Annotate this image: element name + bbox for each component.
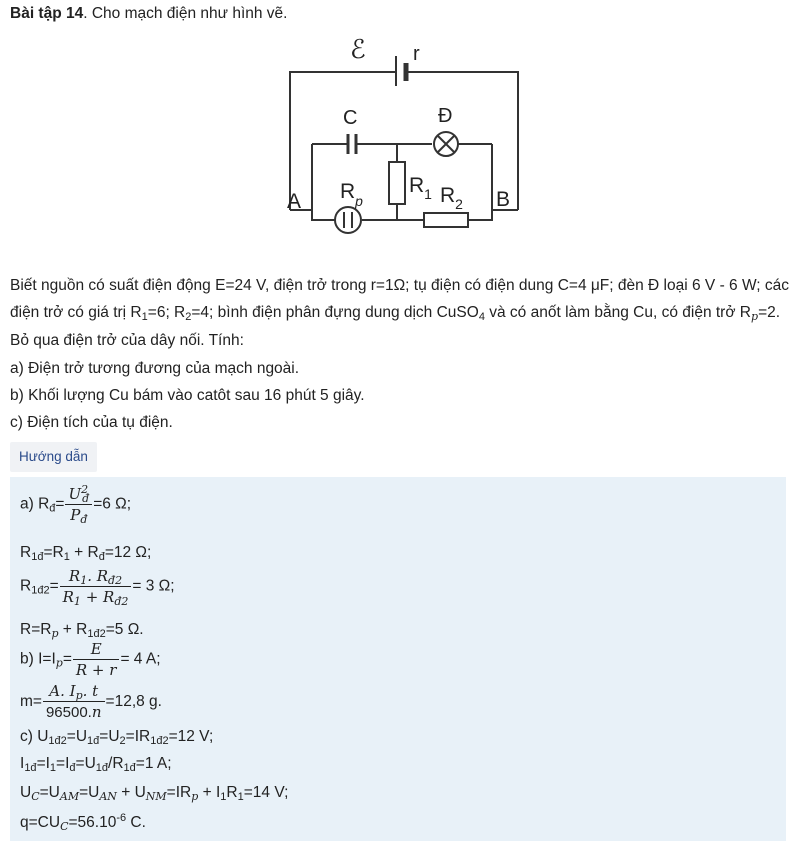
rp-label: $R_p$	[340, 180, 363, 209]
fraction-mass: $\frac{A. I_p. t}{96500.n}$	[43, 682, 105, 722]
problem-given-line-1: Biết nguồn có suất điện động E=24 V, điện trở trong r=1Ω; tụ điện có điện dung C=4 μF; đèn Đ loại 6 V - 6 W; các	[10, 277, 790, 294]
fraction-r1d2: $\frac{R_1. R_{đ2}}{R_1 + R_{đ2}}$	[60, 567, 132, 606]
solution-line-4: $R=R_p + R_{1đ2}=5$ Ω.	[20, 621, 144, 640]
solution-line-8: $I_{1đ}=I_1=I_đ=U_{1đ}/R_{1đ}=1$ A;	[20, 755, 172, 774]
solution-line-10: $q=CU_C=56.10^{-6}$ C.	[20, 812, 146, 833]
problem-intro: . Cho mạch điện như hình vẽ.	[83, 5, 288, 22]
question-c: c) Điện tích của tụ điện.	[10, 414, 173, 431]
resistor-r1	[389, 162, 405, 204]
capacitor-label: C	[343, 107, 358, 129]
solution-panel	[10, 477, 786, 841]
r2-label: $R_2$	[440, 184, 463, 212]
problem-given-line-3: Bỏ qua điện trở của dây nối. Tính:	[10, 332, 244, 349]
question-b: b) Khối lượng Cu bám vào catôt sau 16 phút 5 giây.	[10, 387, 365, 404]
circuit-diagram	[272, 30, 532, 240]
node-b-label: B	[496, 188, 511, 211]
lamp-label: Đ	[438, 105, 453, 127]
fraction-current: $\frac{E}{R + r}$	[73, 640, 120, 679]
node-a-label: A	[287, 190, 302, 213]
problem-title	[10, 4, 287, 24]
emf-label: ℰ	[350, 35, 366, 65]
problem-number: Bài tập 14	[10, 5, 84, 22]
solution-line-2: $R_{1đ}=R_1 + R_đ=12$ Ω;	[20, 544, 152, 563]
r1-label: $R_1$	[409, 174, 432, 202]
solution-line-3: $R_{1đ2}=$ $\frac{R_1. R_{đ2}}{R_1 + R_{đ2}}$ = 3 Ω;	[20, 567, 175, 608]
problem-given-line-2: điện trở có giá trị $R_1=6$; $R_2=4$; bình điện phân đựng dung dịch CuSO$_4$ và có anốt làm bằng Cu, có điện trở $R_p=2$.	[10, 304, 781, 323]
solution-line-5: b) $I=I_p=$ $\frac{E}{R + r}$ = 4 A;	[20, 640, 161, 679]
solution-line-6: m= $\frac{A. I_p. t}{96500.n}$ =12,8 g.	[20, 682, 162, 721]
internal-r-label: r	[413, 43, 420, 65]
solution-line-9: $U_C=U_{AM}=U_{AN} + U_{NM}=IR_p + I_1R_1=14$ V;	[20, 784, 289, 803]
hint-toggle-button[interactable]: Hướng dẫn	[10, 442, 97, 472]
solution-line-1: a) $R_đ=$ $\frac{U^2_đ}{P_đ}$ =6 Ω;	[20, 483, 132, 526]
wire-inner-left	[312, 144, 334, 220]
question-a: a) Điện trở tương đương của mạch ngoài.	[10, 360, 300, 377]
fraction-rd: $\frac{U^2_đ}{P_đ}$	[65, 485, 92, 524]
wire-inner-right	[468, 144, 492, 220]
solution-line-7: c) $U_{1đ2}=U_{1đ}=U_2=IR_{1đ2}=12$ V;	[20, 728, 214, 747]
resistor-r2	[424, 213, 468, 227]
electrolytic-cell	[335, 207, 361, 233]
